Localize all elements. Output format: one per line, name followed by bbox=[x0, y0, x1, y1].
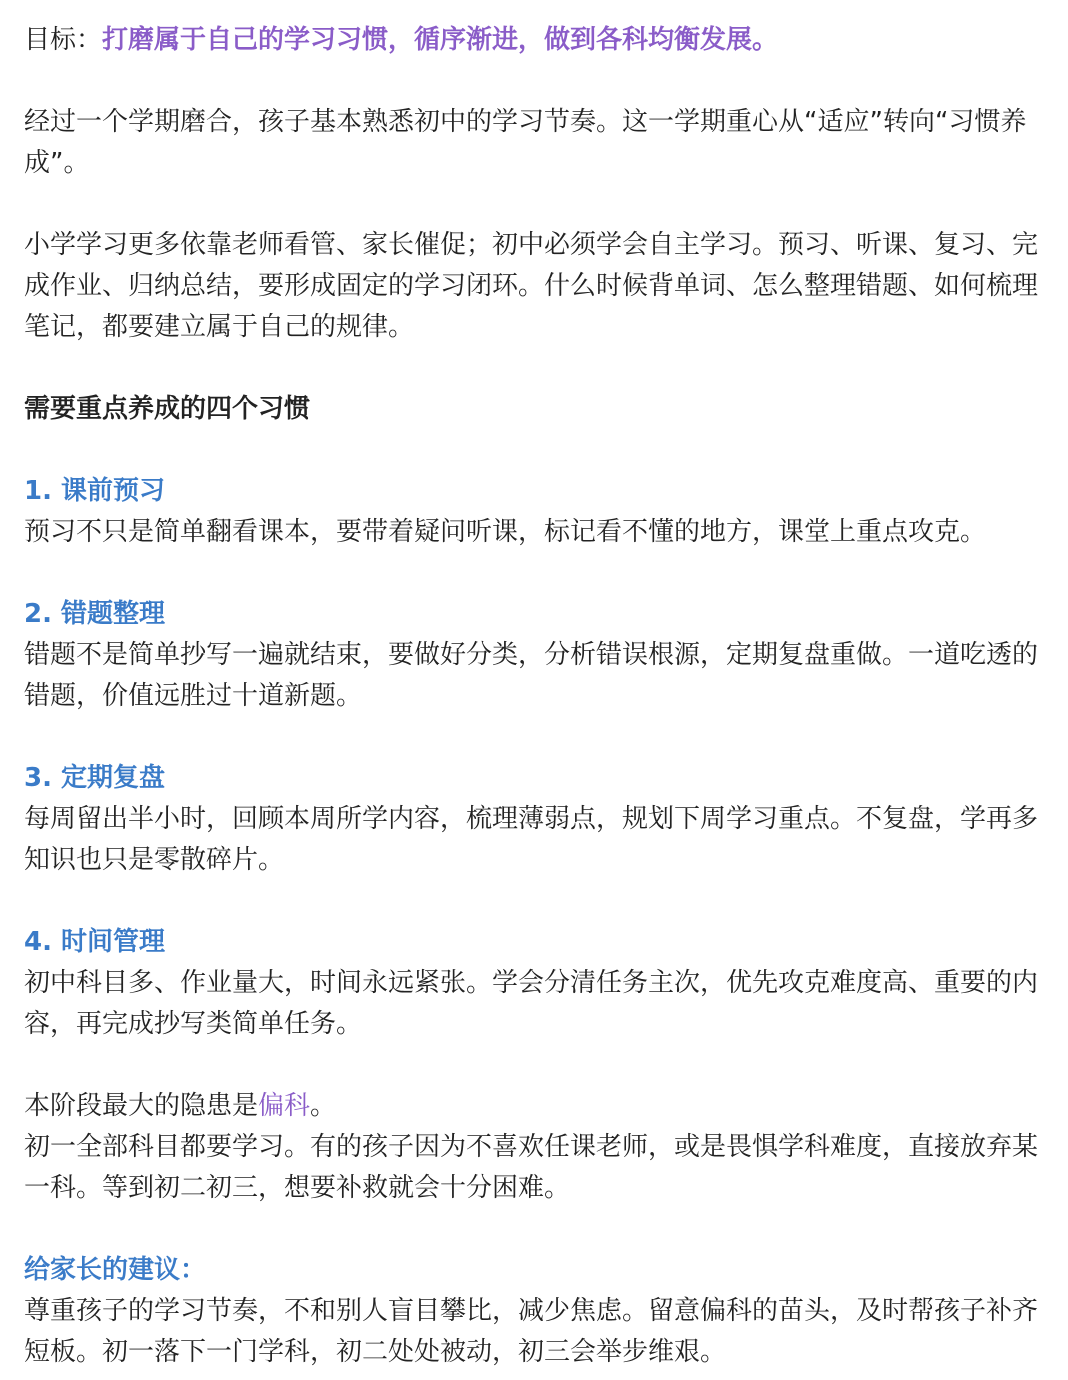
goal-line bbox=[24, 20, 1048, 61]
spacer bbox=[24, 553, 1048, 594]
spacer bbox=[24, 1209, 1048, 1250]
risk-line bbox=[24, 1086, 1048, 1127]
spacer bbox=[24, 1045, 1048, 1086]
habits-heading: 需要重点养成的四个习惯 bbox=[24, 394, 311, 424]
spacer bbox=[24, 348, 1048, 389]
risk-prefix: 本阶段最大的隐患是 bbox=[24, 1091, 259, 1121]
habit-title-preview: 1. 课前预习 bbox=[24, 476, 166, 506]
spacer bbox=[24, 717, 1048, 758]
goal-label: 目标： bbox=[24, 25, 103, 55]
habit-title-time: 4. 时间管理 bbox=[24, 927, 166, 957]
spacer bbox=[24, 184, 1048, 225]
risk-body: 初一全部科目都要学习。有的孩子因为不喜欢任课老师，或是畏惧学科难度，直接放弃某一科。等到初二初三，想要补救就会十分困难。 bbox=[24, 1132, 1039, 1203]
contrast-paragraph: 小学学习更多依靠老师看管、家长催促；初中必须学会自主学习。预习、听课、复习、完成作业、归纳总结，要形成固定的学习闭环。什么时候背单词、怎么整理错题、如何梳理笔记，都要建立属于自己的规律。 bbox=[24, 230, 1039, 342]
habit-body-preview: 预习不只是简单翻看课本，要带着疑问听课，标记看不懂的地方，课堂上重点攻克。 bbox=[24, 517, 987, 547]
advice-body: 尊重孩子的学习节奏，不和别人盲目攀比，减少焦虑。留意偏科的苗头，及时帮孩子补齐短板。初一落下一门学科，初二处处被动，初三会举步维艰。 bbox=[24, 1296, 1039, 1367]
spacer bbox=[24, 881, 1048, 922]
advice-title: 给家长的建议： bbox=[24, 1255, 207, 1285]
goal-text: 打磨属于自己的学习习惯，循序渐进，做到各科均衡发展。 bbox=[102, 25, 779, 55]
risk-keyword: 偏科 bbox=[258, 1091, 311, 1121]
spacer bbox=[24, 430, 1048, 471]
habit-body-mistakes: 错题不是简单抄写一遍就结束，要做好分类，分析错误根源，定期复盘重做。一道吃透的错题，价值远胜过十道新题。 bbox=[24, 640, 1039, 711]
intro-paragraph: 经过一个学期磨合，孩子基本熟悉初中的学习节奏。这一学期重心从“适应”转向“习惯养成”。 bbox=[24, 107, 1027, 178]
habit-title-mistakes: 2. 错题整理 bbox=[24, 599, 166, 629]
habit-body-review: 每周留出半小时，回顾本周所学内容，梳理薄弱点，规划下周学习重点。不复盘，学再多知识也只是零散碎片。 bbox=[24, 804, 1039, 875]
habit-title-review: 3. 定期复盘 bbox=[24, 763, 166, 793]
risk-suffix: 。 bbox=[310, 1091, 337, 1121]
spacer bbox=[24, 61, 1048, 102]
habit-body-time: 初中科目多、作业量大，时间永远紧张。学会分清任务主次，优先攻克难度高、重要的内容，再完成抄写类简单任务。 bbox=[24, 968, 1039, 1039]
article bbox=[24, 20, 1048, 1373]
